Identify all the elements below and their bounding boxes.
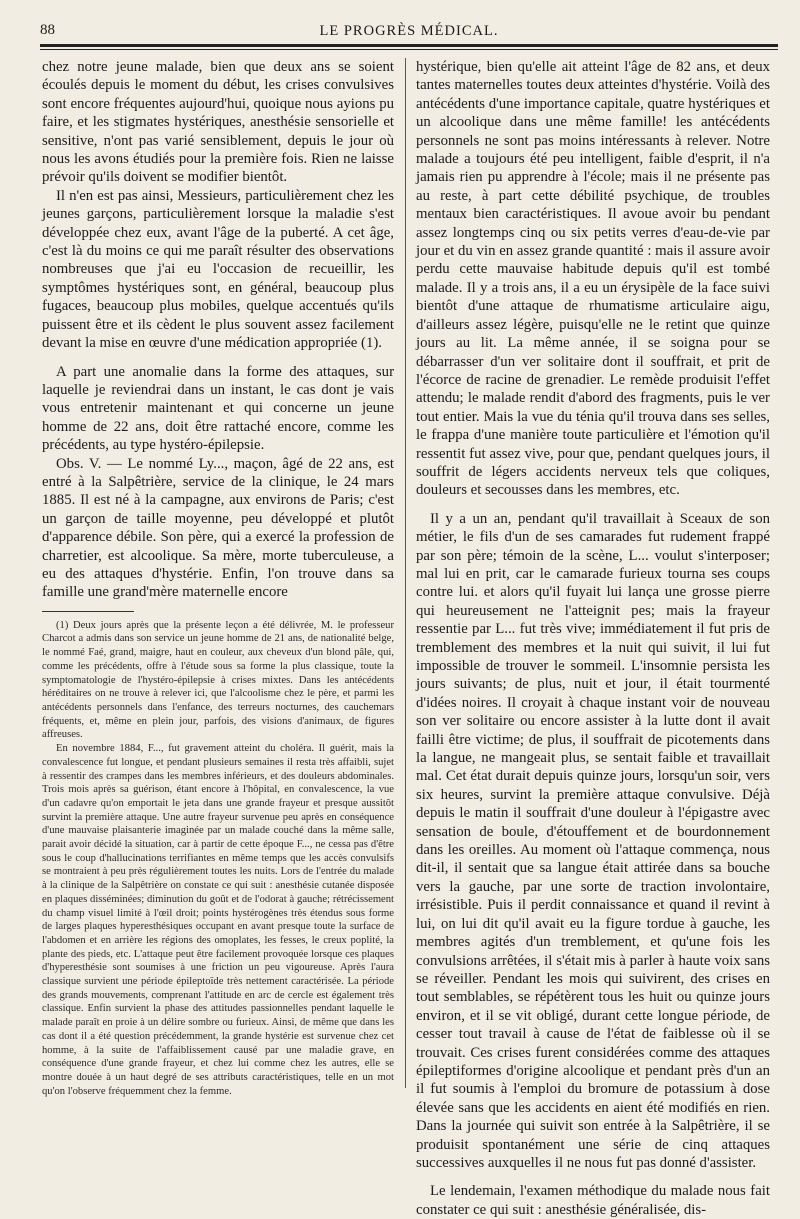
header-rule-thin <box>40 49 778 50</box>
running-title: LE PROGRÈS MÉDICAL. <box>319 23 499 39</box>
left-column <box>42 58 394 1098</box>
page-number: 88 <box>40 22 55 38</box>
footnote-1: (1) Deux jours après que la présente leçon a été délivrée, M. le professeur Charcot a admis dans son service un jeune homme de 21 ans, de nationalité belge, le nommé Faé, grand, maigre, haut en couleur, aux cheveux d'un blond pâle, qui, comme les précédents, offre à l'étude sous sa forme la plus classique, toute la symptomatologie de l'hystéro-épilepsie à crises mixtes. Dans les antécédents héréditaires on ne trouve à relever ici, que l'alcoolisme chez le père, et parmi les antécédents personnels dans l'enfance, des terreurs nocturnes, des cauchemars fréquents, et, même en plein jour, parfois, des visions d'animaux, de figures affreuses. <box>42 619 394 741</box>
footnote-1-continued: En novembre 1884, F..., fut gravement atteint du choléra. Il guérit, mais la convalescence fut longue, et pendant plusieurs semaines il resta très affaibli, sujet à ressentir des crampes dans les membres inférieurs, et des douleurs abdominales. Trois mois après sa guérison, étant encore à l'hôpital, en convalescence, la vue d'un cadavre qu'on emportait le jeta dans une grande frayeur et presque aussitôt survint la première attaque. Une autre frayeur survenue peu après en conséquence d'une mauvaise plaisanterie imaginée par un malade couché dans la même salle, parait avoir décidé la situation, car à partir de cette époque F..., ne cessa pas d'être sous le coup d'hallucinations terrifiantes en même temps que les accès convulsifs se montraient à peu près régulièrement toutes les nuits. Lors de l'entrée du malade à la clinique de la Salpêtrière on constate ce qui suit : anesthésie cutanée disposée en plaques disséminées; diminution du goût et de l'odorat à gauche; rétrécissement du champ visuel limité à l'œil droit; points hystérogènes très étendus sous forme de larges plaques hyperesthésiques occupant en avant presque toute la surface de l'abdomen et en arrière les régions des omoplates, les fesses, le creux poplité, la plante des pieds, etc. L'attaque peut être facilement provoquée lorsque ces plaques d'hyperesthésie sont soumises à une friction un peu vigoureuse. Après l'aura classique survient une période épileptoïde très nettement caractérisée. La période des grands mouvements, comprenant l'attitude en arc de cercle est également très classique. Enfin survient la phase des attitudes passionnelles pendant laquelle le malade paraît en proie à un délire sombre ou furieux. Ainsi, de même que dans les cas dont il a été question précédemment, la grande hystérie est survenue chez cet homme, à la suite de l'affaiblissement causé par une maladie grave, en conséquence d'une grande frayeur, et chez lui comme chez les autres, elle se montre douée à un haut degré de ses attributs caractéristiques, telle en un mot qu'on l'observe fréquemment chez la femme. <box>42 743 394 1097</box>
left-paragraph-1: chez notre jeune malade, bien que deux ans se soient écoulés depuis le moment du début, les crises convulsives sont encore fréquentes aujourd'hui, quoique nous ayions pu faire, et les stigmates hystériques, anesthésie sensorielle et sensitive, n'ont pas varié sensiblement, depuis le jour où nous les avons étudiés pour la première fois. Rien ne laisse prévoir qu'ils doivent se modifier bientôt. <box>42 59 394 186</box>
left-paragraph-2: Il n'en est pas ainsi, Messieurs, particulièrement chez les jeunes garçons, particulièrement lorsque la maladie s'est développée chez eux, avant l'âge de la puberté. A cet âge, c'est là du moins ce qui me paraît résulter des observations nombreuses que j'ai eu l'occasion de recueillir, les symptômes hystériques sont, en général, beaucoup plus fugaces, beaucoup plus mobiles, quelque accentués qu'ils puissent être et ils cèdent le plus souvent assez facilement devant la mise en œuvre d'une médication appropriée (1). <box>42 187 394 352</box>
left-paragraph-3: A part une anomalie dans la forme des attaques, sur laquelle je reviendrai dans un instant, le cas dont je vais vous entretenir maintenant et qui concerne un jeune homme de 22 ans, doit être rattaché encore, comme les précédents, au type hystéro-épilepsie. <box>42 363 394 454</box>
right-paragraph-1: hystérique, bien qu'elle ait atteint l'âge de 82 ans, et deux tantes maternelles toutes deux atteintes d'hystérie. Voilà des antécédents d'une importance capitale, quatre hystériques et un alcoolique dans une même famille! les antécédents personnels ne sont pas moins intéressants à relever. Notre malade a toujours été peu intelligent, faible d'esprit, il n'a jamais rien pu apprendre à l'école; mais il ne présente pas au reste, à part cette débilité psychique, de troubles mentaux bien caractéristiques. Il avoue avoir bu pendant assez longtemps cinq ou six petits verres d'eau-de-vie par jour et du vin en assez grande quantité : mais il assure avoir perdu cette mauvaise habitude depuis qu'il est tombé malade. Il y a trois ans, il a eu un érysipèle de la face suivi bientôt d'une attaque de rhumatisme articulaire aigu, d'ailleurs assez légère, puisqu'elle ne le retint que quinze jours au lit. La même année, il se soigna pour se débarrasser d'un ver solitaire dont il souffrait, et prit de l'écorce de racine de grenadier. Le remède produisit l'effet attendu; le malade rendit d'abord des fragments, puis le ver tout entier. Mais la vue du ténia qu'il trouva dans ses selles, le frappa d'une manière toute particulière et l'émotion qu'il ressentit fut assez vive, pour que, pendant quelques jours, il souffrit de légers accidents nerveux tels que coliques, douleurs et secousses dans les membres, etc. <box>416 59 770 499</box>
column-divider <box>405 58 406 1088</box>
right-paragraph-3: Le lendemain, l'examen méthodique du malade nous fait constater ce qui suit : anesthésie généralisée, dis- <box>416 1183 770 1218</box>
observation-v-paragraph: Obs. V. — Le nommé Ly..., maçon, âgé de 22 ans, est entré à la Salpêtrière, service de la clinique, le 24 mars 1885. Il est né à la campagne, aux environs de Paris; c'est un garçon de taille moyenne, peu développé et plutôt d'apparence débile. Son père, qui a exercé la profession de charretier, est alcoolique. Sa mère, morte tuberculeuse, a eu des attaques d'hystérie. Enfin, l'on trouve dans sa famille une grand'mère maternelle encore <box>42 455 394 601</box>
right-paragraph-2: Il y a un an, pendant qu'il travaillait à Sceaux de son métier, le fils d'un de ses camarades fut rudement frappé par son père; témoin de la scène, L... voulut s'interposer; mal lui en prit, car le camarade furieux tourna ses coups contre lui. et alors qu'il fuyait lui lança une grosse pierre qui heureusement ne l'atteignit pes; mais la frayeur ressentie par L... fut très vive; immédiatement il fut pris de tremblement des membres et la nuit qui suivit, il lui fut impossible de trouver le sommeil. L'insomnie persista les jours suivants; de plus, nuit et jour, il était tourmenté d'idées noires. Il croyait à chaque instant voir de nouveau son ver solitaire ou encore assister à la lutte dont il avait failli être victime; de plus, il souffrait de picotements dans la langue, ne mangeait plus, se sentait faible et travaillait mal. Cet état durait depuis quinze jours, lorsqu'un soir, vers six heures, survint la première attaque convulsive. Déjà depuis le matin il souffrait d'une douleur à l'épigastre avec sensation de boule, d'étouffement et de bourdonnement dans les oreilles. Au moment où l'attaque commença, nous dit-il, il sentait que sa langue était attirée dans sa bouche vers la gauche, par une sorte de traction involontaire, irrésistible. Puis il perdit connaissance et quand il revint à lui, on lui dit qu'il avait eu la figure tordue à gauche, les membres agités d'un tremblement, et qu'une fois les convulsions arrêtées, il s'était mis à parler à haute voix sans se réveiller. Pendant les mois qui suivirent, des crises en tout semblables, se répétèrent tous les huit ou quinze jours environ, et il se vit obligé, durant cette longue période, de cesser tout travail à cause de l'état de faiblesse où il se trouvait. Ces crises furent considérées comme des attaques épileptiformes d'origine alcoolique et pendant près d'un an il fut soumis à l'emploi du bromure de potassium à dose élevée sans que les accidents en aient été modifiés en rien. Dans la journée qui suivit son entrée à la Salpêtrière, il se produisit spontanément une série de cinq attaques successives auxquelles il ne nous fut pas donné d'assister. <box>416 510 770 1171</box>
footnote-divider <box>42 611 134 612</box>
right-column <box>416 58 770 1218</box>
page-header <box>40 22 778 42</box>
header-rule-thick <box>40 44 778 47</box>
